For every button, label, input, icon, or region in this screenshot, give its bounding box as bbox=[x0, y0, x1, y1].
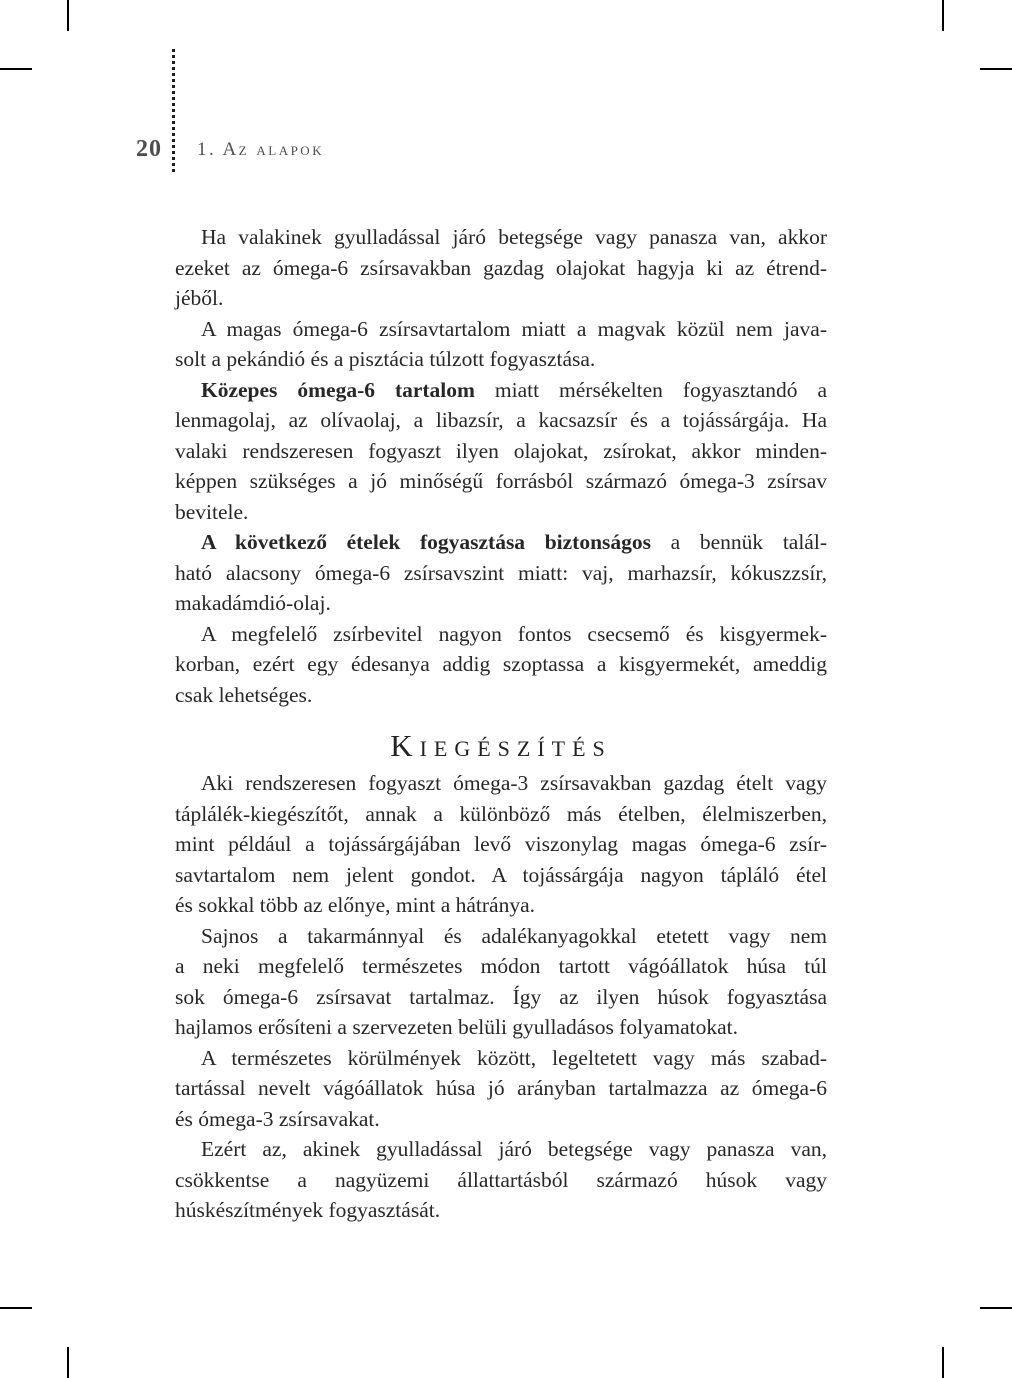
text-line: bevitele. bbox=[175, 499, 249, 524]
text-line: solt a pekándió és a pisztácia túlzott fogyasztása. bbox=[175, 347, 596, 371]
line-text: miatt mérsékelten fogyasztandó a bbox=[474, 377, 827, 402]
text-line: csökkentse a nagyüzemi állattartásból származó húsok vagy bbox=[175, 1167, 827, 1192]
crop-mark-top-right-horizontal bbox=[980, 68, 1012, 70]
text-line: A megfelelő zsírbevitel nagyon fontos csecsemő és kisgyermek- bbox=[201, 621, 827, 646]
text-line: A magas ómega-6 zsírsavtartalom miatt a magvak közül nem java- bbox=[201, 316, 827, 341]
crop-mark-bottom-right-vertical bbox=[942, 1347, 944, 1378]
text-line: képpen szükséges a jó minőségű forrásból származó ómega-3 zsírsav bbox=[175, 469, 827, 493]
text-line: Aki rendszeresen fogyaszt ómega-3 zsírsavakban gazdag ételt vagy bbox=[201, 771, 827, 795]
text-line: és ómega-3 zsírsavakat. bbox=[175, 1106, 380, 1131]
text-line: csak lehetséges. bbox=[175, 682, 313, 707]
text-line: táplálék-kiegészítőt, annak a különböző más ételben, élelmiszerben, bbox=[175, 801, 827, 826]
text-line: valaki rendszeresen fogyaszt ilyen olajokat, zsírokat, akkor minden- bbox=[175, 438, 827, 463]
section-heading: Kiegészítés bbox=[390, 728, 612, 763]
text-line: a neki megfelelő természetes módon tartott vágóállatok húsa túl bbox=[175, 954, 827, 978]
text-line: és sokkal több az előnye, mint a hátránya. bbox=[175, 893, 536, 917]
paragraph bbox=[175, 1043, 827, 1135]
paragraph bbox=[175, 375, 827, 528]
paragraph bbox=[175, 314, 827, 375]
bold-lead-text: A következő ételek fogyasztása biztonságos bbox=[201, 530, 652, 554]
crop-mark-bottom-left-vertical bbox=[67, 1347, 69, 1378]
text-line bbox=[175, 527, 827, 558]
line-text: a bennük talál- bbox=[651, 530, 827, 554]
text-line: korban, ezért egy édesanya addig szoptassa a kisgyermekét, ameddig bbox=[175, 652, 827, 676]
text-line: lenmagolaj, az olívaolaj, a libazsír, a kacsazsír és a tojássárgája. Ha bbox=[175, 408, 827, 432]
paragraph bbox=[175, 527, 827, 619]
crop-mark-bottom-left-horizontal bbox=[0, 1307, 32, 1309]
crop-mark-bottom-right-horizontal bbox=[980, 1307, 1012, 1309]
text-line: Sajnos a takarmánnyal és adalékanyagokkal etetett vagy nem bbox=[201, 923, 827, 948]
crop-mark-top-right-vertical bbox=[942, 0, 944, 31]
bold-lead-text: Közepes ómega-6 tartalom bbox=[201, 377, 475, 402]
text-line: húskészítmények fogyasztását. bbox=[175, 1198, 441, 1222]
text-line: ezeket az ómega-6 zsírsavakban gazdag olajokat hagyja ki az étrend- bbox=[175, 255, 827, 280]
body-text-column bbox=[175, 222, 827, 1226]
text-line: savtartalom nem jelent gondot. A tojássárgája nagyon tápláló étel bbox=[175, 862, 827, 887]
text-line: makadámdió-olaj. bbox=[175, 591, 331, 615]
text-line: tartással nevelt vágóállatok húsa jó arányban tartalmazza az ómega-6 bbox=[175, 1076, 827, 1100]
text-line: sok ómega-6 zsírsavat tartalmaz. Így az ilyen húsok fogyasztása bbox=[175, 984, 827, 1009]
text-line bbox=[175, 375, 827, 406]
page-number: 20 bbox=[136, 136, 162, 162]
crop-mark-top-left-horizontal bbox=[0, 68, 32, 70]
paragraph bbox=[175, 222, 827, 314]
paragraph bbox=[175, 921, 827, 1043]
paragraph bbox=[175, 768, 827, 921]
text-line: ható alacsony ómega-6 zsírsavszint miatt: vaj, marhazsír, kókuszzsír, bbox=[175, 560, 827, 585]
text-line: hajlamos erősíteni a szervezeten belüli gyulladásos folyamatokat. bbox=[175, 1015, 738, 1039]
text-line: mint például a tojássárgájában levő viszonylag magas ómega-6 zsír- bbox=[175, 832, 827, 856]
header-dotted-divider bbox=[172, 49, 175, 172]
paragraph bbox=[175, 619, 827, 711]
text-line: A természetes körülmények között, legeltetett vagy más szabad- bbox=[201, 1045, 827, 1070]
text-line: Ha valakinek gyulladással járó betegsége vagy panasza van, akkor bbox=[201, 225, 827, 249]
text-line: jéből. bbox=[175, 286, 224, 310]
running-header: 1. Az alapok bbox=[197, 139, 325, 160]
crop-mark-top-left-vertical bbox=[67, 0, 69, 31]
text-line: Ezért az, akinek gyulladással járó betegsége vagy panasza van, bbox=[201, 1137, 827, 1161]
paragraph bbox=[175, 1134, 827, 1226]
